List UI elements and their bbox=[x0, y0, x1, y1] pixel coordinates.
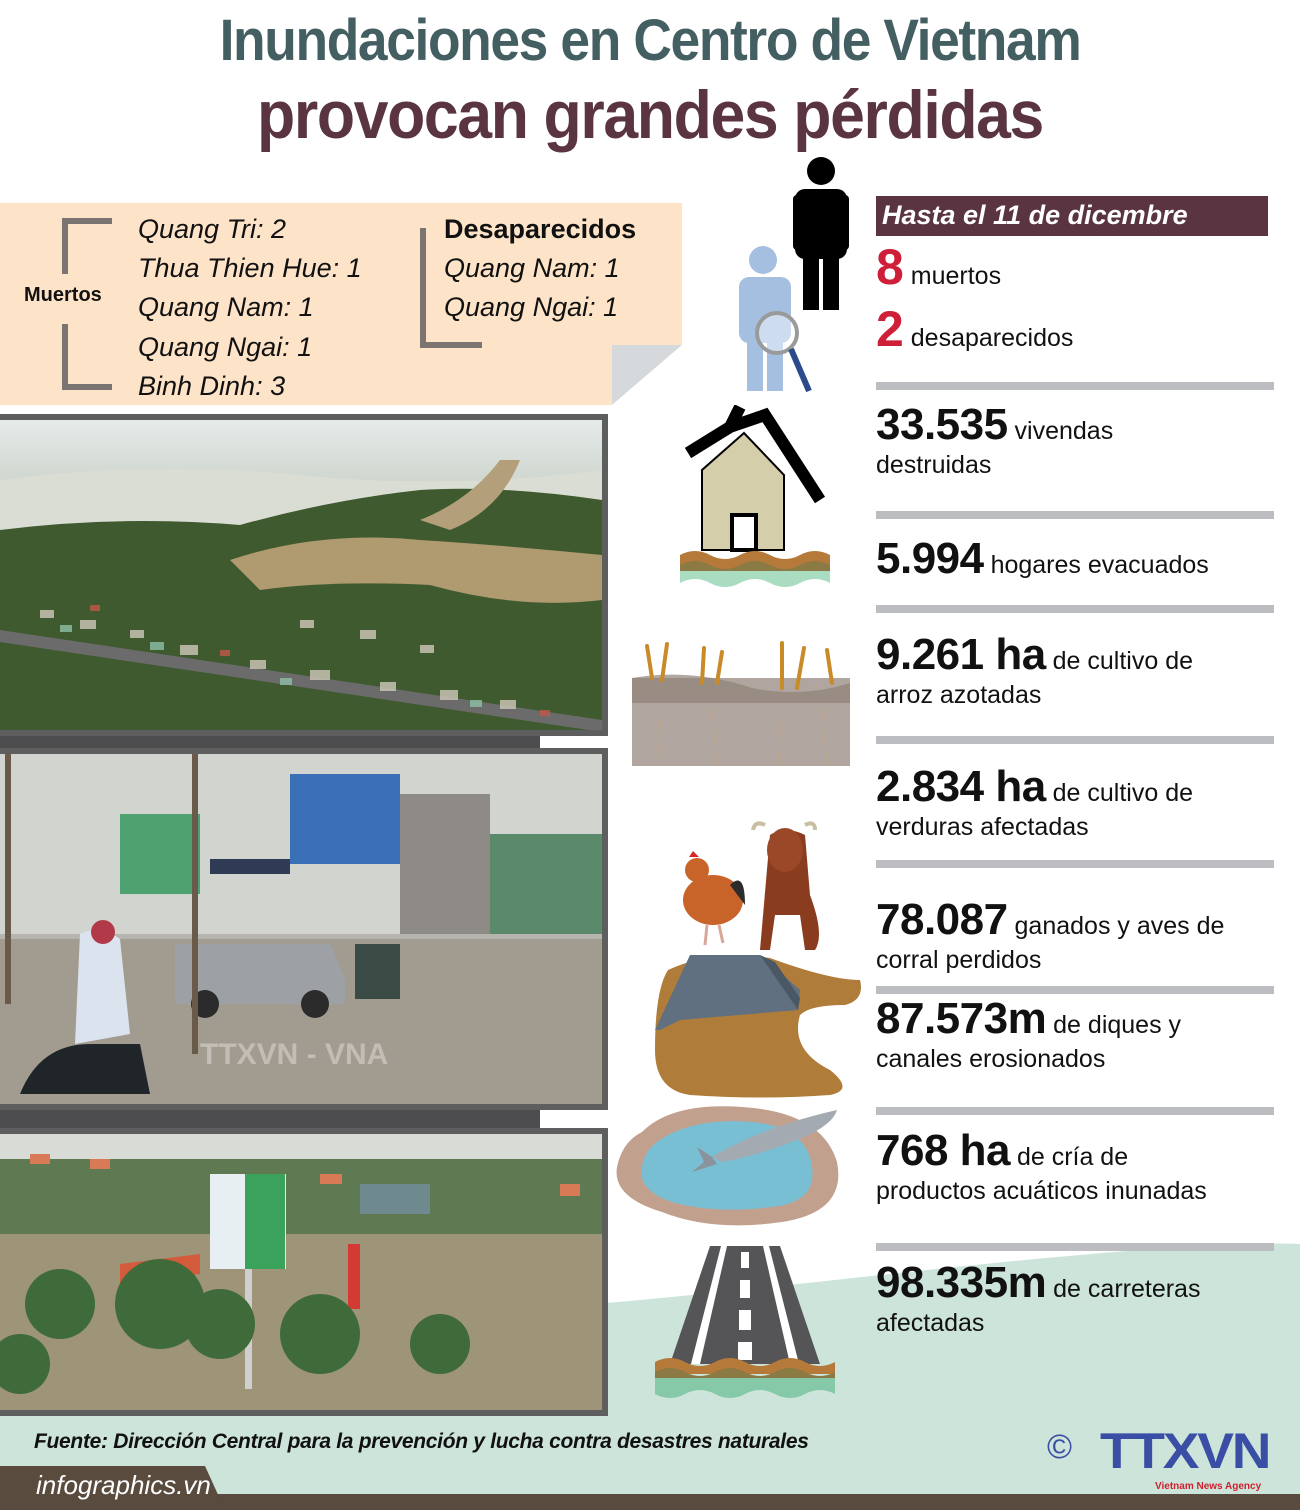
divider bbox=[876, 1107, 1274, 1115]
stat-text: afectadas bbox=[876, 1309, 985, 1337]
list-item: Quang Ngai: 1 bbox=[444, 292, 619, 323]
stat-text: destruidas bbox=[876, 451, 992, 479]
road-icon bbox=[655, 1244, 835, 1406]
dead-count: 8 bbox=[876, 239, 904, 295]
page-title-line1: Inundaciones en Centro de Vietnam bbox=[219, 8, 1081, 73]
stat-text: corral perdidos bbox=[876, 946, 1042, 974]
stat-text: de cría de bbox=[1016, 1143, 1129, 1171]
stat-text: ganados y aves de bbox=[1014, 912, 1225, 940]
divider bbox=[876, 382, 1274, 390]
stat-text: verduras afectadas bbox=[876, 813, 1089, 841]
photo-flooded-street bbox=[0, 748, 608, 1110]
list-item: Quang Ngai: 1 bbox=[138, 331, 313, 362]
missing-text: desaparecidos bbox=[910, 324, 1074, 352]
stat-value: 33.535 bbox=[876, 400, 1008, 449]
list-item: Thua Thien Hue: 1 bbox=[138, 253, 362, 284]
stat-text: hogares evacuados bbox=[990, 551, 1209, 579]
site-link[interactable]: infographics.vn bbox=[36, 1470, 211, 1500]
dike-icon bbox=[650, 950, 865, 1100]
stat-value: 9.261 ha bbox=[876, 630, 1046, 679]
copyright-icon: © bbox=[1047, 1428, 1073, 1466]
bracket-line bbox=[62, 218, 112, 224]
divider bbox=[876, 511, 1274, 519]
bracket-line bbox=[62, 324, 68, 390]
stat-value: 5.994 bbox=[876, 534, 984, 583]
stat-value: 87.573m bbox=[876, 994, 1047, 1043]
stat-value: 768 ha bbox=[876, 1126, 1010, 1175]
page-fold-corner bbox=[612, 345, 682, 405]
flooded-house-icon bbox=[680, 405, 840, 587]
people-icon bbox=[735, 155, 855, 395]
bracket-line bbox=[62, 384, 112, 390]
stat-houses bbox=[876, 400, 1114, 482]
divider bbox=[876, 986, 1274, 994]
dead-by-province-list bbox=[138, 210, 362, 406]
stat-value: 78.087 bbox=[876, 895, 1008, 944]
bracket-line bbox=[420, 228, 426, 348]
stat-evacuated bbox=[876, 534, 1209, 583]
list-item: Quang Nam: 1 bbox=[138, 292, 314, 323]
photo-shadow bbox=[0, 1108, 540, 1130]
stat-rice bbox=[876, 630, 1194, 712]
missing-summary bbox=[876, 301, 1074, 357]
photo-flooded-intersection bbox=[0, 1128, 608, 1416]
stat-vegetables bbox=[876, 762, 1194, 844]
stat-text: de cultivo de bbox=[1052, 647, 1194, 675]
stat-roads bbox=[876, 1258, 1201, 1340]
page-title-line2: provocan grandes pérdidas bbox=[257, 77, 1043, 153]
stat-text: de carreteras bbox=[1053, 1275, 1201, 1303]
source-note: Fuente: Dirección Central para la prevención y lucha contra desastres naturales bbox=[34, 1430, 809, 1453]
stat-value: 2.834 ha bbox=[876, 762, 1046, 811]
rice-field-icon bbox=[632, 638, 850, 766]
stat-text: de diques y bbox=[1053, 1011, 1182, 1039]
missing-label: Desaparecidos bbox=[444, 214, 637, 244]
divider bbox=[876, 1243, 1274, 1251]
list-item: Quang Nam: 1 bbox=[444, 253, 620, 284]
logo-subtitle: Vietnam News Agency bbox=[1155, 1481, 1262, 1492]
photo-aerial-flood bbox=[0, 414, 608, 736]
livestock-icon bbox=[675, 815, 855, 955]
missing-by-province-list bbox=[444, 210, 636, 328]
bracket-line bbox=[420, 342, 482, 348]
stat-text: productos acuáticos inunadas bbox=[876, 1177, 1207, 1205]
divider bbox=[876, 605, 1274, 613]
photo-watermark: TTXVN - VNA bbox=[200, 1038, 389, 1071]
stat-aquaculture bbox=[876, 1126, 1207, 1208]
stat-value: 98.335m bbox=[876, 1258, 1047, 1307]
list-item: Quang Tri: 2 bbox=[138, 214, 287, 244]
dead-summary bbox=[876, 239, 1002, 295]
stat-text: arroz azotadas bbox=[876, 681, 1042, 709]
stat-dikes bbox=[876, 994, 1182, 1076]
stat-text: canales erosionados bbox=[876, 1045, 1106, 1073]
fish-pond-icon bbox=[612, 1102, 847, 1227]
dead-label: Muertos bbox=[24, 284, 102, 306]
missing-count: 2 bbox=[876, 301, 904, 357]
stat-text: vivendas bbox=[1014, 417, 1114, 445]
dead-text: muertos bbox=[910, 262, 1002, 290]
ttxvn-logo: TTXVN bbox=[1100, 1423, 1270, 1479]
list-item: Binh Dinh: 3 bbox=[138, 370, 286, 401]
stat-livestock bbox=[876, 895, 1225, 977]
divider bbox=[876, 860, 1274, 868]
date-banner: Hasta el 11 de dicembre bbox=[876, 196, 1268, 236]
divider bbox=[876, 736, 1274, 744]
stat-text: de cultivo de bbox=[1052, 779, 1194, 807]
bracket-line bbox=[62, 218, 68, 274]
